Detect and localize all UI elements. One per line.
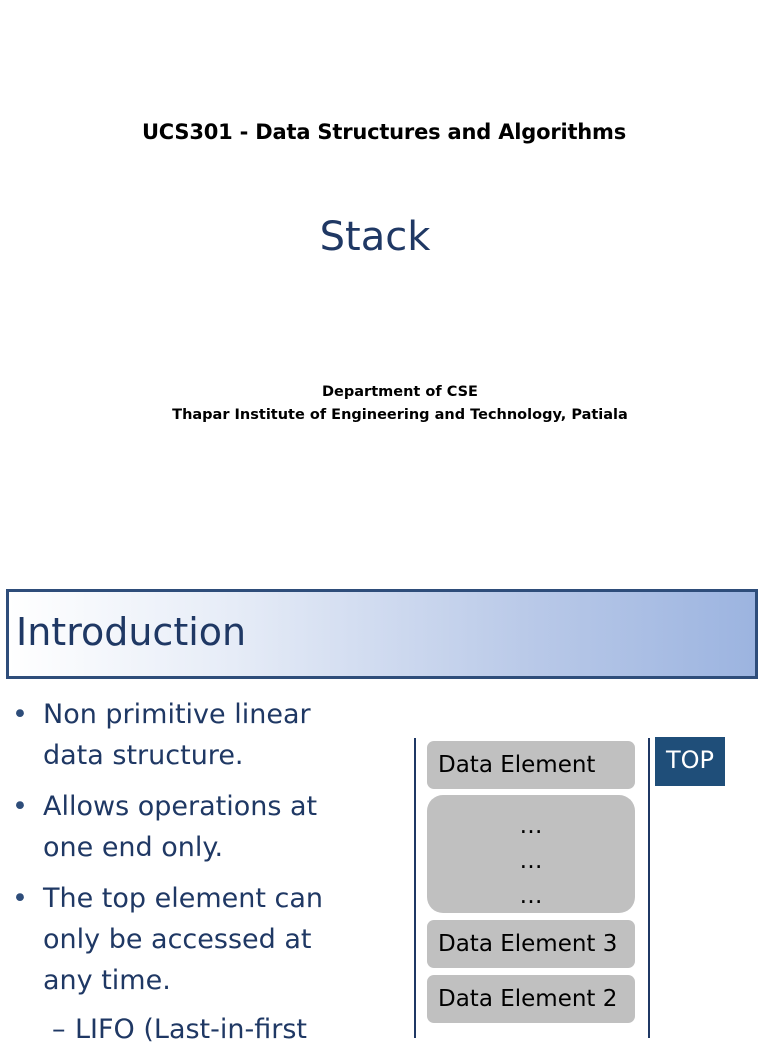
bullet-text: The top element can only be accessed at any time. [43,883,324,996]
institute-name: Thapar Institute of Engineering and Technology, Patiala [172,407,628,423]
ellipsis: … [519,848,543,874]
sub-bullet-item [12,1009,352,1050]
stack-left-wall [414,738,416,1038]
bullet-text: Non primitive linear data structure. [43,699,311,771]
stack-top-element: Data Element [427,741,635,789]
stack-element-2: Data Element 2 [427,975,635,1023]
introduction-slide [0,576,768,1045]
ellipsis: … [519,883,543,909]
section-title: Introduction [16,610,247,654]
sub-bullet-text: LIFO (Last-in-first [75,1014,308,1045]
stack-middle-elements [427,795,635,913]
section-header [6,589,758,679]
stack-right-wall [648,738,650,1038]
bullet-text: Allows operations at one end only. [43,791,318,863]
slide-title: Stack [319,214,431,260]
bullet-dot-icon: • [12,699,28,730]
dash-icon: – [52,1014,66,1045]
bullet-dot-icon: • [12,791,28,822]
stack-element-3: Data Element 3 [427,920,635,968]
bullet-list [12,694,352,1050]
bullet-item [12,878,352,1001]
ellipsis: … [519,813,543,839]
bullet-item [12,694,352,776]
department-name: Department of CSE [322,384,478,400]
bullet-dot-icon: • [12,883,28,914]
top-pointer-label: TOP [655,737,725,786]
bullet-item [12,786,352,868]
course-title: UCS301 - Data Structures and Algorithms [141,120,627,144]
